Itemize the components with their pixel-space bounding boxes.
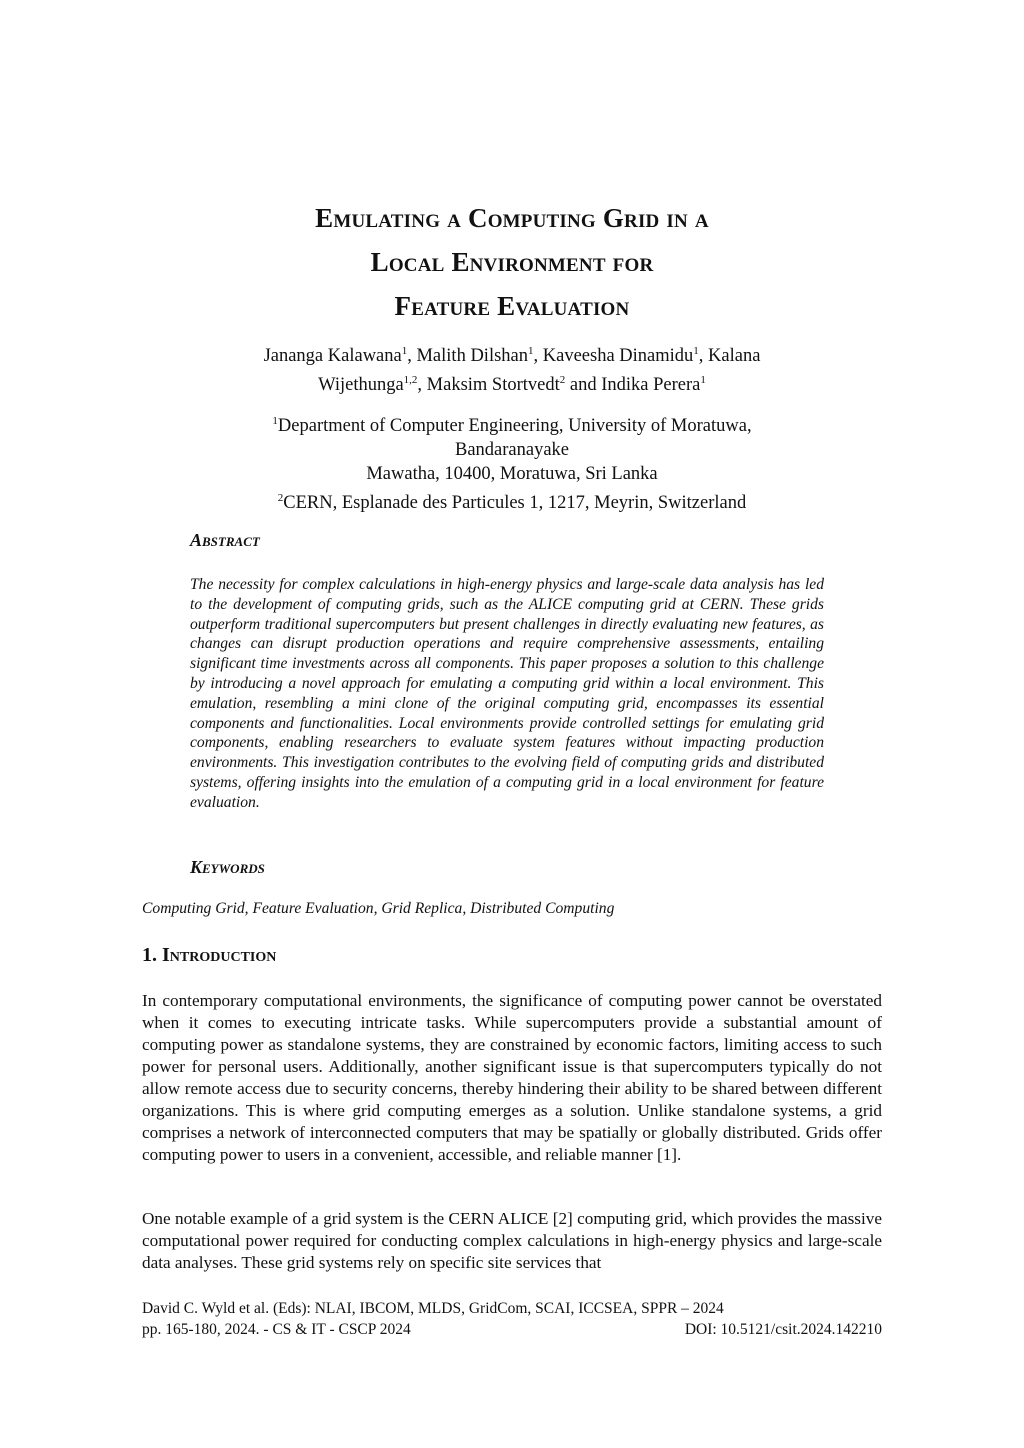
page-footer [142, 1298, 882, 1340]
author-affiliation-marker: 1 [700, 374, 706, 387]
author-affiliation-marker: 1 [528, 345, 534, 357]
affiliation-marker: 1 [272, 415, 278, 427]
introduction-paragraph-1: In contemporary computational environments, the significance of computing power cannot be overstated when it comes to executing intricate tasks. While supercomputers provide a substantial amount of computing power as standalone systems, they are constrained by economic factors, limiting access to such power for personal users. Additionally, another significant issue is that supercomputers typically do not allow remote access due to security concerns, thereby hindering their ability to be shared between different organizations. This is where grid computing emerges as a solution. Unlike standalone systems, a grid comprises a network of interconnected computers that may be spatially or globally distributed. Grids offer computing power to users in a convenient, accessible, and reliable manner [1]. [142, 991, 882, 1164]
footer-row [142, 1319, 882, 1340]
abstract-heading: Abstract [190, 530, 260, 550]
author-conjunction: and [569, 375, 597, 396]
affiliation-text: Department of Computer Engineering, University of Moratuwa, [277, 416, 752, 437]
author-name: Maksim Stortvedt [426, 375, 560, 396]
affiliation-1-line-3: Mawatha, 10400, Moratuwa, Sri Lanka [366, 464, 658, 485]
keywords-heading: Keywords [190, 857, 265, 877]
title-line-2: Local Environment for [370, 247, 654, 277]
author-name: Jananga Kalawana [263, 346, 402, 367]
affiliation-2-line-1 [150, 486, 874, 515]
author-affiliation-marker: 1 [693, 345, 699, 357]
keywords-text: Computing Grid, Feature Evaluation, Grid Replica, Distributed Computing [142, 900, 615, 917]
abstract-text: The necessity for complex calculations in high-energy physics and large-scale data analysis has led to the development of computing grids, such as the ALICE computing grid at CERN. These grids outperform traditional supercomputers but present challenges in directly evaluating new features, as changes can disrupt production operations and require comprehensive assessments, entailing significant time investments across all components. This paper proposes a solution to this challenge by introducing a novel approach for emulating a computing grid within a local environment. This emulation, resembling a mini clone of the original computing grid, encompasses its essential components and functionalities. Local environments provide controlled settings for emulating grid components, enabling researchers to evaluate system features without impacting production environments. This investigation contributes to the evolving field of computing grids and distributed systems, offering insights into the emulation of a computing grid in a local environment for feature evaluation. [190, 576, 824, 811]
affiliation-marker: 2 [277, 492, 284, 505]
author-name: Kaveesha Dinamidu [542, 346, 694, 367]
author-name: Wijethunga [318, 375, 404, 396]
title-line-1: Emulating a Computing Grid in a [315, 203, 709, 233]
author-name: Indika Perera [601, 375, 701, 396]
affiliations [150, 409, 874, 515]
introduction-heading: 1. Introduction [142, 944, 277, 966]
title-line-3: Feature Evaluation [394, 291, 630, 321]
footer-doi: DOI: 10.5121/csit.2024.142210 [684, 1321, 882, 1338]
footer-proceedings-line: David C. Wyld et al. (Eds): NLAI, IBCOM, MLDS, GridCom, SCAI, ICCSEA, SPPR – 2024 [142, 1300, 724, 1317]
introduction-paragraph-2: One notable example of a grid system is the CERN ALICE [2] computing grid, which provides the massive computational power required for conducting complex calculations in high-energy physics and large-scale data analyses. These grid systems rely on specific site services that [142, 1209, 882, 1272]
author-affiliation-marker: 1,2 [403, 374, 418, 387]
author-name: Kalana [708, 346, 761, 367]
author-name: Malith Dilshan [416, 346, 528, 367]
footer-pages: pp. 165-180, 2024. - CS & IT - CSCP 2024 [142, 1321, 411, 1338]
paper-title [140, 196, 884, 328]
author-list: Jananga Kalawana$^1$, Malith Dilshan$^1$, Kaveesha Dinamidu$^1$, Kalana Wijethunga$^{1,2}$, Maksim Stortvedt$^2$ and Indika Perera$^1$ [263, 345, 761, 396]
author-affiliation-marker: 1 [401, 345, 408, 357]
affiliation-1-line-2: Bandaranayake [454, 440, 570, 461]
affiliation-1-line-1 [150, 409, 874, 438]
affiliation-text: CERN, Esplanade des Particules 1, 1217, Meyrin, Switzerland [283, 493, 747, 514]
author-affiliation-marker: 2 [559, 374, 566, 387]
